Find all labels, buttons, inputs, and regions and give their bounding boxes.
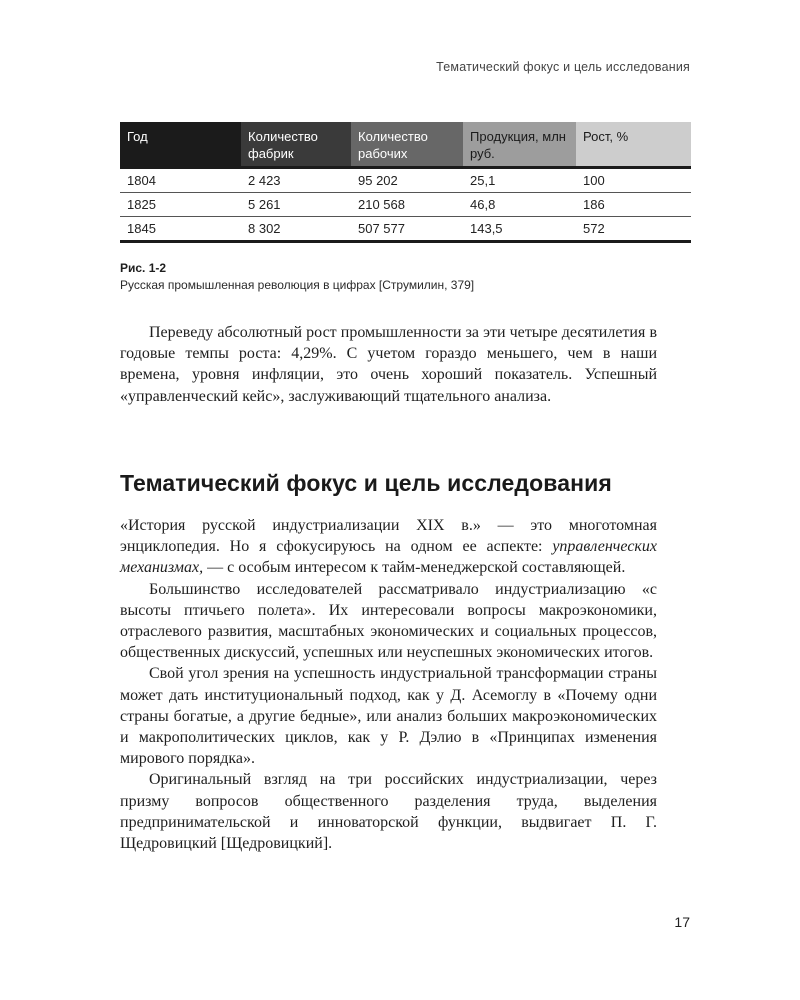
paragraph-4: Оригинальный взгляд на три российских индустриализации, через призму вопросов общественного разделения труда, выделения предпринимательской и инноваторской функции, выдвигает П. Г. Щедровицкий [Щедровицкий]. [120,771,657,853]
paragraph-1-emphasis: управленческих механизмах, [120,538,657,577]
column-header-year: Год [120,122,241,168]
table-row [120,168,691,193]
table-header-row [120,122,691,168]
column-header-workers: Количество рабочих [351,122,463,168]
table-cell: 8 302 [241,217,351,242]
paragraph-1 [120,515,657,579]
table-row [120,193,691,217]
table-cell: 572 [576,217,691,242]
table-cell: 46,8 [463,193,576,217]
paragraph-1-start: «История русской индустриализации XIX в.» — это многотомная энциклопедия. Но я сфокусируюсь на одном ее аспекте: [120,517,657,556]
paragraph-3: Свой угол зрения на успешность индустриальной трансформации страны может дать институциональный подход, как у Д. Асемоглу в «Почему одни страны богатые, а другие бедные», или анализ больших макроэкономических и макрополитических циклов, как у Р. Дэлио в «Принципах изменения мирового порядка». [120,665,657,768]
paragraph-1-end: — с особым интересом к тайм-менеджерской составляющей. [203,559,626,577]
intro-paragraph: Переведу абсолютный рост промышленности за эти четыре десятилетия в годовые темпы роста: 4,29%. С учетом гораздо меньшего, чем в наши времена, уровня инфляции, это очень хороший показатель. Успешный «управленческий кейс», заслуживающий тщательного анализа. [120,324,657,405]
page-number: 17 [674,914,690,930]
intro-text [120,322,657,407]
table-cell: 25,1 [463,168,576,193]
table-cell: 2 423 [241,168,351,193]
column-header-production: Продукция, млн руб. [463,122,576,168]
table-cell: 95 202 [351,168,463,193]
table-cell: 100 [576,168,691,193]
table-cell: 1845 [120,217,241,242]
table-cell: 5 261 [241,193,351,217]
table-cell: 507 577 [351,217,463,242]
column-header-factories: Количество фабрик [241,122,351,168]
table-cell: 143,5 [463,217,576,242]
table-cell: 1825 [120,193,241,217]
section-body [120,515,657,854]
table-cell: 210 568 [351,193,463,217]
table-cell: 186 [576,193,691,217]
table-row [120,217,691,242]
table-cell: 1804 [120,168,241,193]
column-header-growth: Рост, % [576,122,691,168]
figure-caption: Русская промышленная революция в цифрах [Струмилин, 379] [120,278,475,292]
running-header: Тематический фокус и цель исследования [436,60,690,74]
industry-figures-table [120,122,691,243]
paragraph-2: Большинство исследователей рассматривало индустриализацию «с высоты птичьего полета». Их интересовали вопросы макроэкономики, отраслевого развития, масштабных экономических и социальных процессов, общественных дискуссий, успешных или неуспешных экономических итогов. [120,580,657,662]
figure-label: Рис. 1-2 [120,261,167,275]
section-heading: Тематический фокус и цель исследования [120,470,612,496]
